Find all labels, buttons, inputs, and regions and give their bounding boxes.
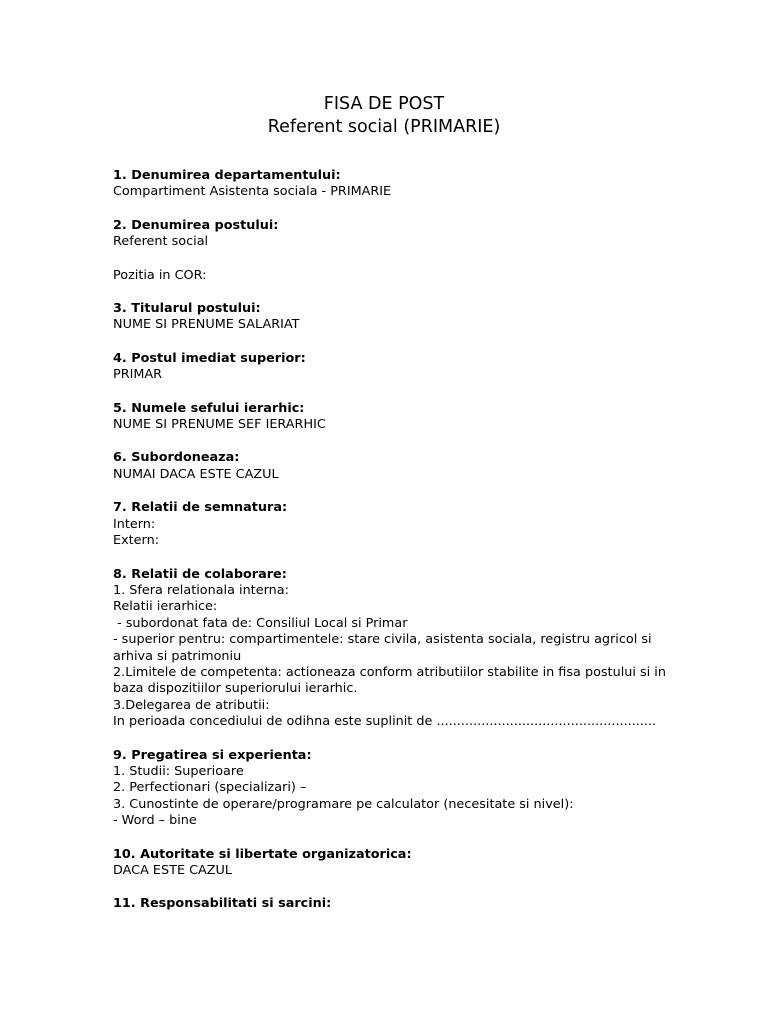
section-6	[113, 401, 673, 434]
section-heading: 6. Subordoneaza:	[113, 450, 240, 466]
section-1	[113, 168, 673, 201]
document-title-block	[0, 93, 768, 139]
section-line: 2.Limitele de competenta: actioneaza conform atributiilor stabilite in fisa postului si in baza dispozitiilor superiorului ierarhic.	[113, 664, 666, 697]
section-2	[113, 218, 673, 251]
section-line: PRIMAR	[113, 367, 163, 383]
section-line: Compartiment Asistenta sociala - PRIMARIE	[113, 184, 392, 200]
section-line: DACA ESTE CAZUL	[113, 863, 233, 878]
section-8	[113, 500, 673, 549]
section-9	[113, 567, 673, 731]
section-heading: 11. Responsabilitati si sarcini:	[113, 896, 332, 912]
document-title: FISA DE POST	[323, 94, 445, 114]
section-line: 3.Delegarea de atributii:	[113, 697, 270, 713]
section-line: In perioada concediului de odihna este suplinit de ......................................................	[113, 714, 657, 730]
section-heading: 10. Autoritate si libertate organizatorica:	[113, 846, 412, 862]
section-line: 1. Sfera relationala interna:	[113, 582, 289, 598]
section-line: - superior pentru: compartimentele: stare civila, asistenta sociala, registru agricol si arhiva si patrimoniu	[113, 632, 652, 664]
section-line: 2. Perfectionari (specializari) –	[113, 780, 307, 796]
section-line: NUME SI PRENUME SEF IERARHIC	[113, 417, 326, 433]
section-7	[113, 450, 673, 483]
section-10	[113, 748, 673, 830]
section-5	[113, 351, 673, 384]
section-line: - subordonat fata de: Consiliul Local si Primar	[113, 615, 408, 631]
section-heading: 8. Relatii de colaborare:	[113, 566, 287, 582]
section-line: Referent social	[113, 234, 209, 250]
document-body	[113, 168, 673, 930]
section-4	[113, 301, 673, 334]
section-heading: 2. Denumirea postului:	[113, 217, 279, 233]
section-heading: 7. Relatii de semnatura:	[113, 500, 288, 516]
section-11	[113, 847, 673, 880]
section-heading: 9. Pregatirea si experienta:	[113, 747, 312, 763]
section-line: 1. Studii: Superioare	[113, 763, 244, 779]
section-line: Pozitia in COR:	[113, 267, 207, 283]
section-heading: 1. Denumirea departamentului:	[113, 168, 341, 183]
section-3	[113, 268, 673, 284]
section-line: NUME SI PRENUME SALARIAT	[113, 317, 300, 333]
section-line: NUMAI DACA ESTE CAZUL	[113, 466, 279, 482]
section-12	[113, 896, 673, 912]
section-line: - Word – bine	[113, 813, 197, 829]
section-heading: 3. Titularul postului:	[113, 301, 261, 317]
section-heading: 4. Postul imediat superior:	[113, 350, 306, 366]
section-line: Intern:	[113, 516, 156, 532]
section-line: Extern:	[113, 533, 160, 549]
document-subtitle: Referent social (PRIMARIE)	[267, 117, 501, 137]
section-line: Relatii ierarhice:	[113, 599, 218, 615]
section-line: 3. Cunostinte de operare/programare pe calculator (necesitate si nivel):	[113, 796, 574, 812]
section-heading: 5. Numele sefului ierarhic:	[113, 400, 305, 416]
